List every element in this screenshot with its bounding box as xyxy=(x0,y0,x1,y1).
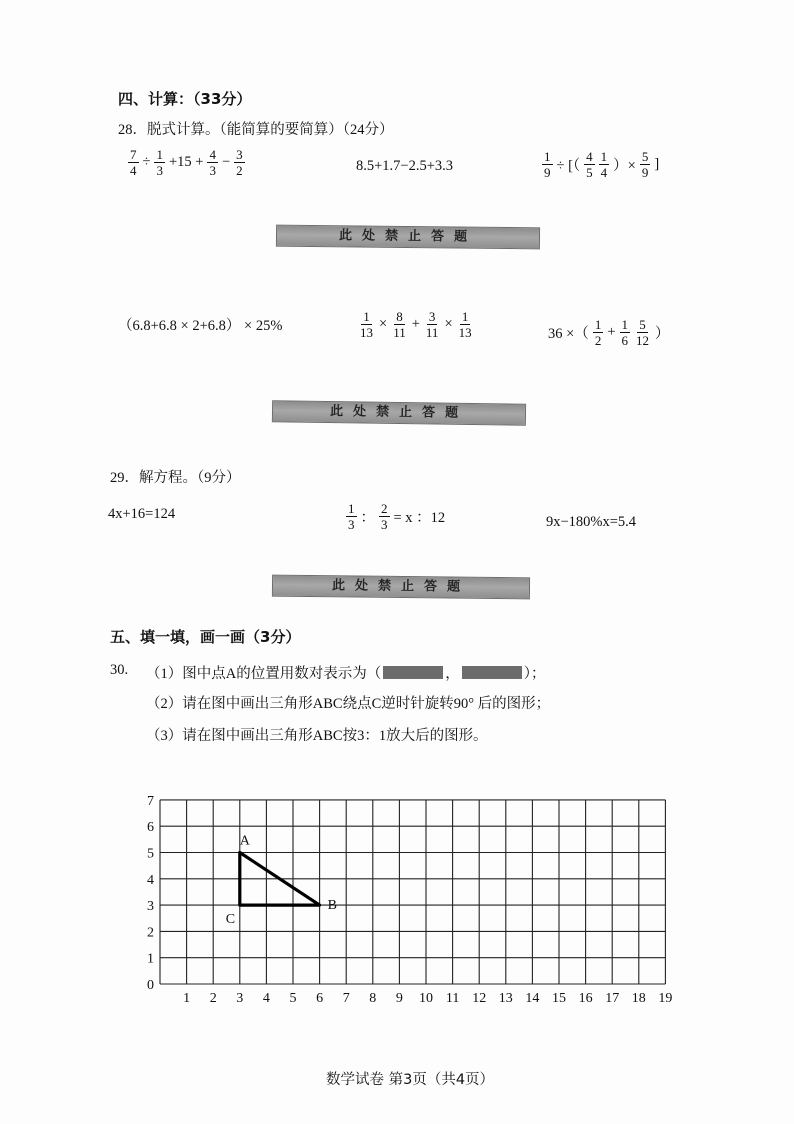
fraction: $\frac{1}{3}$ xyxy=(156,147,163,178)
y-tick-label: 2 xyxy=(147,925,154,941)
section-4-title: 四、计算：（33分） xyxy=(118,90,252,108)
q30-part-2: （2）请在图中画出三角形ABC绕点C逆时针旋转90° 后的图形； xyxy=(146,696,551,712)
q29-equation-3: 9x−180%x=5.4 xyxy=(546,514,637,530)
x-tick-label: 14 xyxy=(525,991,540,1006)
x-tick-label: 3 xyxy=(236,991,244,1006)
q28-expr-6: 36 ×（ $\frac{1}{2}$ + $\frac{1}{6}$ $\frac{5}{12}$ ） xyxy=(548,317,670,348)
fraction: $\frac{1}{2}$ xyxy=(594,317,602,348)
y-tick-label: 5 xyxy=(147,846,154,862)
vertex-label: A xyxy=(239,833,250,849)
q28-expr-4: （6.8+6.8 × 2+6.8） × 25% xyxy=(118,318,283,334)
x-tick-label: 8 xyxy=(369,991,377,1006)
x-tick-label: 16 xyxy=(578,991,593,1006)
fraction: $\frac{1}{6}$ xyxy=(621,317,628,348)
x-tick-label: 2 xyxy=(209,991,217,1006)
q28-expr-1: $\frac{7}{4}$ ÷ $\frac{1}{3}$ +15 + $\frac{4}{3}$ − $\frac{3}{2}$ xyxy=(130,147,243,178)
y-tick-label: 6 xyxy=(147,820,154,836)
q30-part-1: （1）图中点A的位置用数对表示为（ ， ）； xyxy=(146,666,546,682)
fraction: $\frac{8}{11}$ xyxy=(393,309,406,340)
q28-expr-3: $\frac{1}{9}$ ÷ [（ $\frac{4}{5}$ $\frac{1}{4}$ ）× $\frac{5}{9}$ ] xyxy=(544,149,660,180)
x-tick-label: 9 xyxy=(395,991,403,1006)
x-tick-label: 12 xyxy=(472,991,487,1006)
forbidden-answer-bar: 此处禁止答题 xyxy=(272,575,530,600)
y-tick-label: 1 xyxy=(147,951,154,967)
fraction: $\frac{2}{3}$ xyxy=(381,501,388,532)
x-tick-label: 5 xyxy=(289,991,297,1006)
y-tick-label: 3 xyxy=(147,899,154,915)
x-tick-label: 18 xyxy=(631,991,646,1006)
forbidden-answer-bar: 此处禁止答题 xyxy=(276,225,540,250)
x-tick-label: 15 xyxy=(552,991,566,1006)
q28-header: 28．脱式计算。（能简算的要简算）（24分） xyxy=(118,122,394,138)
vertex-label: C xyxy=(225,912,236,928)
fraction: $\frac{3}{11}$ xyxy=(425,309,439,340)
q28-expr-5: $\frac{1}{13}$ × $\frac{8}{11}$ + $\frac{3}{11}$ × $\frac{1}{13}$ xyxy=(360,309,472,340)
fraction: $\frac{4}{3}$ xyxy=(209,147,216,178)
forbidden-answer-bar: 此处禁止答题 xyxy=(272,400,526,426)
q29-equation-2: $\frac{1}{3}$ ： $\frac{2}{3}$ = x ：12 xyxy=(348,501,446,532)
q29-header: 29．解方程。（9分） xyxy=(110,470,241,486)
x-tick-label: 19 xyxy=(658,991,673,1006)
y-tick-label: 7 xyxy=(147,793,154,809)
x-tick-label: 11 xyxy=(445,991,460,1006)
fraction: $\frac{1}{13}$ xyxy=(458,309,472,340)
x-tick-label: 7 xyxy=(342,991,350,1006)
q30-part-3: （3）请在图中画出三角形ABC按3：1放大后的图形。 xyxy=(146,728,488,744)
fraction: $\frac{3}{2}$ xyxy=(236,147,243,178)
x-tick-label: 17 xyxy=(605,991,620,1006)
q30-number: 30. xyxy=(110,662,129,678)
fraction: $\frac{1}{4}$ xyxy=(600,149,608,180)
fraction: $\frac{7}{4}$ xyxy=(130,147,137,178)
x-tick-label: 6 xyxy=(316,991,324,1006)
fraction: $\frac{4}{5}$ xyxy=(586,149,593,180)
fraction: $\frac{1}{3}$ xyxy=(348,501,355,532)
fraction: $\frac{5}{12}$ xyxy=(636,317,649,348)
q28-expr-2: 8.5+1.7−2.5+3.3 xyxy=(356,158,454,174)
page-footer: 数学试卷 第3页（共4页） xyxy=(326,1072,495,1088)
fraction: $\frac{1}{9}$ xyxy=(544,149,551,180)
y-tick-label: 4 xyxy=(147,872,154,888)
x-tick-label: 10 xyxy=(419,991,433,1006)
fraction: $\frac{1}{13}$ xyxy=(360,309,373,340)
vertex-label: B xyxy=(327,898,337,914)
fraction: $\frac{5}{9}$ xyxy=(641,149,649,180)
q29-equation-1: 4x+16=124 xyxy=(108,506,176,522)
x-tick-label: 1 xyxy=(183,991,191,1006)
x-tick-label: 4 xyxy=(262,991,270,1006)
y-tick-label: 0 xyxy=(147,978,154,993)
section-5-title: 五、填一填，画一画（3分） xyxy=(110,628,301,646)
x-tick-label: 13 xyxy=(498,991,513,1006)
